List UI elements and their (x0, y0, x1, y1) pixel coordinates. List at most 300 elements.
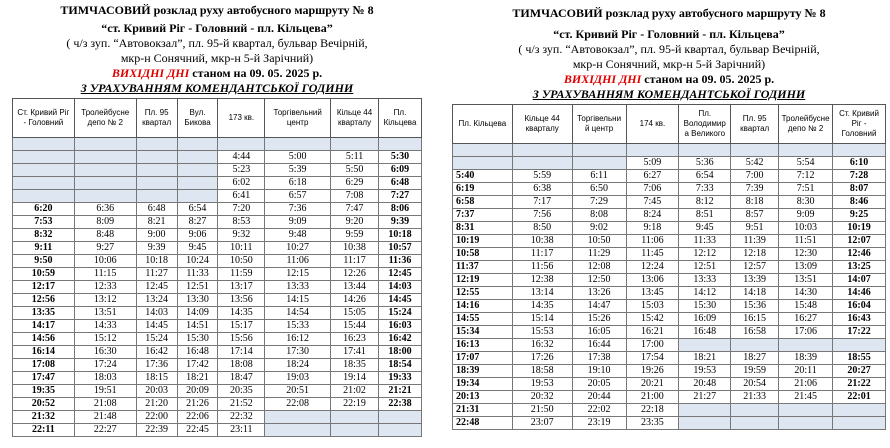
time-cell: 7:00 (731, 170, 779, 183)
time-cell: 21:06 (779, 378, 833, 391)
table-row (13, 398, 422, 411)
time-cell: 13:25 (833, 261, 886, 274)
schedule-left-panel (12, 0, 422, 437)
day-type-label: ВИХІДНІ ДНІ (111, 66, 190, 80)
column-header: Торгівельни й центр (572, 105, 626, 144)
time-cell: 10:18 (136, 255, 177, 268)
time-cell (833, 417, 886, 430)
time-cell (833, 339, 886, 352)
time-cell: 7:28 (833, 170, 886, 183)
time-cell: 8:09 (74, 216, 136, 229)
time-cell: 21:21 (378, 385, 421, 398)
table-row (13, 138, 422, 151)
time-cell (74, 177, 136, 190)
time-cell: 13:06 (626, 274, 679, 287)
time-cell: 18:58 (512, 365, 572, 378)
time-cell: 8:30 (779, 196, 833, 209)
time-cell: 8:08 (572, 209, 626, 222)
time-cell: 19:33 (378, 372, 421, 385)
day-date-line (452, 72, 886, 87)
time-cell: 19:14 (331, 372, 379, 385)
table-row (13, 359, 422, 372)
column-header: 173 кв. (218, 99, 265, 138)
time-cell: 14:26 (331, 294, 379, 307)
table-row (13, 268, 422, 281)
time-cell: 9:09 (265, 216, 331, 229)
time-cell: 19:53 (512, 378, 572, 391)
time-cell: 6:41 (218, 190, 265, 203)
time-cell (378, 424, 421, 437)
time-cell: 12:56 (13, 294, 75, 307)
table-row (13, 190, 422, 203)
time-cell: 9:59 (331, 229, 379, 242)
route-via-1: ( ч/з зуп. “Автовокзал”, пл. 95-й квартал, бульвар Вечірній, (66, 36, 368, 50)
time-cell (265, 424, 331, 437)
time-cell: 14:55 (453, 313, 513, 326)
time-cell: 16:48 (177, 346, 218, 359)
table-row (453, 196, 886, 209)
time-cell: 14:45 (378, 294, 421, 307)
time-cell: 22:02 (572, 404, 626, 417)
table-row (13, 255, 422, 268)
table-row (13, 164, 422, 177)
time-cell: 9:25 (833, 209, 886, 222)
time-cell: 14:33 (74, 320, 136, 333)
time-cell (13, 177, 75, 190)
time-cell: 17:22 (833, 326, 886, 339)
time-cell: 11:15 (74, 268, 136, 281)
time-cell: 11:59 (218, 268, 265, 281)
time-cell: 14:12 (679, 287, 731, 300)
time-cell (136, 164, 177, 177)
time-cell: 20:13 (453, 391, 513, 404)
time-cell (74, 190, 136, 203)
time-cell (136, 151, 177, 164)
time-cell: 7:36 (265, 203, 331, 216)
time-cell: 12:46 (833, 248, 886, 261)
time-cell (833, 144, 886, 157)
time-cell: 16:43 (833, 313, 886, 326)
time-cell: 20:35 (218, 385, 265, 398)
time-cell: 4:44 (218, 151, 265, 164)
time-cell (331, 411, 379, 424)
time-cell: 21:20 (136, 398, 177, 411)
time-cell: 22:18 (626, 404, 679, 417)
time-cell: 18:15 (136, 372, 177, 385)
table-row (13, 372, 422, 385)
column-header: Ст. Кривий Ріг - Головний (833, 105, 886, 144)
time-cell: 11:56 (512, 261, 572, 274)
time-cell: 12:51 (679, 261, 731, 274)
time-cell: 18:39 (779, 352, 833, 365)
route-via-2: мкр-н Сонячний, мкр-н 5-й Зарічний) (572, 57, 766, 71)
time-cell: 6:11 (572, 170, 626, 183)
time-cell: 10:11 (218, 242, 265, 255)
time-cell: 11:33 (679, 235, 731, 248)
table-row (13, 216, 422, 229)
time-cell: 23:19 (572, 417, 626, 430)
column-header: Пл. 95 квартал (731, 105, 779, 144)
time-cell: 5:42 (731, 157, 779, 170)
time-cell: 22:38 (378, 398, 421, 411)
table-row (453, 404, 886, 417)
route-via-2: мкр-н Сонячний, мкр-н 5-й Зарічний) (120, 51, 314, 65)
time-cell: 13:39 (731, 274, 779, 287)
time-cell: 17:06 (779, 326, 833, 339)
table-row (13, 320, 422, 333)
time-cell: 9:02 (572, 222, 626, 235)
time-cell (331, 424, 379, 437)
time-cell (265, 411, 331, 424)
time-cell: 9:09 (779, 209, 833, 222)
time-cell: 22:27 (74, 424, 136, 437)
date-label: станом на 09. 05. 2025 р. (641, 72, 775, 86)
column-header: Тролейбусне депо № 2 (779, 105, 833, 144)
time-cell: 13:30 (177, 294, 218, 307)
time-cell (512, 157, 572, 170)
time-cell: 14:09 (177, 307, 218, 320)
time-cell: 12:55 (453, 287, 513, 300)
time-cell (13, 164, 75, 177)
time-cell: 6:09 (378, 164, 421, 177)
table-row (453, 391, 886, 404)
time-cell (265, 138, 331, 151)
time-cell (13, 138, 75, 151)
time-cell: 18:24 (265, 359, 331, 372)
time-cell (136, 177, 177, 190)
time-cell: 18:47 (218, 372, 265, 385)
column-header: Торгівельний центр (265, 99, 331, 138)
time-cell: 19:03 (265, 372, 331, 385)
time-cell: 17:00 (626, 339, 679, 352)
table-row (13, 203, 422, 216)
column-header: Ст. Кривий Ріг - Головний (13, 99, 75, 138)
time-cell: 16:12 (265, 333, 331, 346)
time-cell: 18:27 (731, 352, 779, 365)
time-cell: 20:44 (572, 391, 626, 404)
time-cell: 12:45 (378, 268, 421, 281)
time-cell: 14:35 (512, 300, 572, 313)
time-cell: 16:30 (74, 346, 136, 359)
time-cell: 17:38 (572, 352, 626, 365)
time-cell (378, 138, 421, 151)
time-cell: 16:21 (626, 326, 679, 339)
time-cell: 6:48 (136, 203, 177, 216)
time-cell: 15:33 (265, 320, 331, 333)
table-row (13, 151, 422, 164)
time-cell: 7:12 (779, 170, 833, 183)
time-cell: 5:40 (453, 170, 513, 183)
time-cell: 9:27 (74, 242, 136, 255)
time-cell: 21:45 (779, 391, 833, 404)
table-row (453, 248, 886, 261)
time-cell (378, 411, 421, 424)
time-cell: 6:54 (177, 203, 218, 216)
time-cell: 20:52 (13, 398, 75, 411)
time-cell: 18:21 (679, 352, 731, 365)
time-cell (177, 164, 218, 177)
time-cell: 17:08 (13, 359, 75, 372)
time-cell: 12:15 (265, 268, 331, 281)
time-cell: 12:24 (626, 261, 679, 274)
column-header: Кільце 44 кварталу (331, 99, 379, 138)
time-cell: 22:39 (136, 424, 177, 437)
time-cell (626, 144, 679, 157)
time-cell (453, 144, 513, 157)
time-cell: 10:03 (779, 222, 833, 235)
time-cell: 7:06 (626, 183, 679, 196)
time-cell: 8:53 (218, 216, 265, 229)
column-header: Пл. 95 квартал (136, 99, 177, 138)
time-cell: 9:51 (731, 222, 779, 235)
time-cell: 15:24 (136, 333, 177, 346)
time-cell: 9:39 (136, 242, 177, 255)
time-cell: 6:27 (626, 170, 679, 183)
time-cell: 15:17 (218, 320, 265, 333)
time-cell: 20:48 (679, 378, 731, 391)
time-cell: 16:32 (512, 339, 572, 352)
time-cell: 9:20 (331, 216, 379, 229)
time-cell: 8:07 (833, 183, 886, 196)
time-cell: 15:12 (74, 333, 136, 346)
time-cell: 12:17 (13, 281, 75, 294)
time-cell: 6:48 (378, 177, 421, 190)
time-cell: 5:59 (512, 170, 572, 183)
time-cell: 12:38 (512, 274, 572, 287)
time-cell: 18:54 (378, 359, 421, 372)
time-cell: 16:15 (731, 313, 779, 326)
time-cell: 13:14 (512, 287, 572, 300)
time-cell: 14:07 (833, 274, 886, 287)
time-cell: 10:06 (74, 255, 136, 268)
time-cell: 5:09 (626, 157, 679, 170)
timetable (12, 98, 422, 437)
time-cell: 15:30 (177, 333, 218, 346)
table-row (453, 274, 886, 287)
time-cell: 11:27 (136, 268, 177, 281)
time-cell: 10:18 (378, 229, 421, 242)
time-cell: 9:45 (679, 222, 731, 235)
time-cell: 7:56 (512, 209, 572, 222)
table-row (13, 424, 422, 437)
table-row (453, 365, 886, 378)
time-cell: 8:12 (679, 196, 731, 209)
table-row (453, 378, 886, 391)
time-cell: 5:00 (265, 151, 331, 164)
table-row (453, 417, 886, 430)
time-cell: 12:12 (679, 248, 731, 261)
time-cell: 14:35 (218, 307, 265, 320)
time-cell: 7:29 (572, 196, 626, 209)
time-cell: 12:26 (331, 268, 379, 281)
time-cell (679, 417, 731, 430)
time-cell: 8:51 (679, 209, 731, 222)
time-cell: 19:26 (626, 365, 679, 378)
time-cell: 20:32 (512, 391, 572, 404)
time-cell: 20:11 (779, 365, 833, 378)
time-cell: 17:54 (626, 352, 679, 365)
time-cell: 17:14 (218, 346, 265, 359)
time-cell: 7:53 (13, 216, 75, 229)
time-cell: 21:22 (833, 378, 886, 391)
time-cell: 18:03 (74, 372, 136, 385)
time-cell: 6:54 (679, 170, 731, 183)
time-cell: 21:31 (453, 404, 513, 417)
table-row (453, 339, 886, 352)
time-cell: 15:24 (378, 307, 421, 320)
table-row (13, 411, 422, 424)
time-cell: 14:30 (779, 287, 833, 300)
time-cell: 16:27 (779, 313, 833, 326)
time-cell: 11:06 (626, 235, 679, 248)
date-label: станом на 09. 05. 2025 р. (189, 66, 323, 80)
time-cell: 8:27 (177, 216, 218, 229)
time-cell: 14:56 (13, 333, 75, 346)
time-cell: 9:45 (177, 242, 218, 255)
time-cell: 8:31 (453, 222, 513, 235)
time-cell: 22:45 (177, 424, 218, 437)
time-cell: 14:46 (833, 287, 886, 300)
time-cell: 19:53 (679, 365, 731, 378)
column-header: Пл. Кільцева (453, 105, 513, 144)
time-cell: 15:44 (331, 320, 379, 333)
time-cell: 13:33 (679, 274, 731, 287)
time-cell: 5:50 (331, 164, 379, 177)
time-cell: 22:11 (13, 424, 75, 437)
time-cell: 11:29 (572, 248, 626, 261)
time-cell: 7:27 (378, 190, 421, 203)
time-cell: 18:21 (177, 372, 218, 385)
time-cell (679, 404, 731, 417)
time-cell: 17:36 (136, 359, 177, 372)
time-cell: 21:52 (218, 398, 265, 411)
time-cell: 14:54 (265, 307, 331, 320)
time-cell: 12:08 (572, 261, 626, 274)
time-cell: 14:47 (572, 300, 626, 313)
table-row (13, 229, 422, 242)
table-row (453, 235, 886, 248)
time-cell: 15:56 (218, 333, 265, 346)
day-date-line (12, 66, 422, 81)
time-cell: 10:57 (378, 242, 421, 255)
time-cell (74, 164, 136, 177)
time-cell (74, 151, 136, 164)
time-cell: 12:45 (136, 281, 177, 294)
curfew-subtitle: З УРАХУВАННЯМ КОМЕНДАНТСЬКОЇ ГОДИНИ (80, 81, 354, 95)
time-cell: 8:06 (378, 203, 421, 216)
time-cell (779, 417, 833, 430)
time-cell: 12:57 (731, 261, 779, 274)
time-cell: 14:03 (378, 281, 421, 294)
table-row (453, 352, 886, 365)
time-cell (74, 138, 136, 151)
time-cell: 22:48 (453, 417, 513, 430)
time-cell: 14:45 (136, 320, 177, 333)
time-cell: 21:50 (512, 404, 572, 417)
curfew-subtitle: З УРАХУВАННЯМ КОМЕНДАНТСЬКОЇ ГОДИНИ (532, 87, 806, 101)
time-cell: 8:57 (731, 209, 779, 222)
table-row (13, 307, 422, 320)
time-cell: 7:47 (331, 203, 379, 216)
table-row (453, 183, 886, 196)
time-cell (13, 190, 75, 203)
time-cell (512, 144, 572, 157)
time-cell (731, 144, 779, 157)
time-cell: 7:20 (218, 203, 265, 216)
time-cell: 21:26 (177, 398, 218, 411)
time-cell: 23:07 (512, 417, 572, 430)
time-cell: 19:59 (731, 365, 779, 378)
time-cell: 19:34 (453, 378, 513, 391)
time-cell: 15:03 (626, 300, 679, 313)
time-cell: 12:33 (74, 281, 136, 294)
time-cell (136, 138, 177, 151)
time-cell: 17:30 (265, 346, 331, 359)
time-cell: 21:33 (731, 391, 779, 404)
time-cell: 22:32 (218, 411, 265, 424)
time-cell: 11:45 (626, 248, 679, 261)
time-cell: 11:51 (779, 235, 833, 248)
time-cell: 8:48 (74, 229, 136, 242)
time-cell: 6:29 (331, 177, 379, 190)
time-cell: 5:30 (378, 151, 421, 164)
time-cell: 10:50 (218, 255, 265, 268)
time-cell: 7:37 (453, 209, 513, 222)
time-cell: 14:17 (13, 320, 75, 333)
time-cell: 8:18 (731, 196, 779, 209)
time-cell: 22:06 (177, 411, 218, 424)
time-cell: 18:55 (833, 352, 886, 365)
time-cell: 18:08 (218, 359, 265, 372)
time-cell: 17:24 (74, 359, 136, 372)
time-cell (453, 157, 513, 170)
time-cell: 10:38 (512, 235, 572, 248)
time-cell: 19:51 (74, 385, 136, 398)
time-cell: 10:59 (13, 268, 75, 281)
time-cell: 13:51 (779, 274, 833, 287)
table-row (13, 333, 422, 346)
time-cell: 5:54 (779, 157, 833, 170)
time-cell: 5:23 (218, 164, 265, 177)
time-cell: 8:46 (833, 196, 886, 209)
time-cell (779, 404, 833, 417)
table-row (13, 346, 422, 359)
time-cell: 11:39 (731, 235, 779, 248)
time-cell: 8:32 (13, 229, 75, 242)
time-cell: 22:19 (331, 398, 379, 411)
time-cell: 11:17 (512, 248, 572, 261)
table-row (13, 294, 422, 307)
time-cell: 22:00 (136, 411, 177, 424)
time-cell: 6:38 (512, 183, 572, 196)
time-cell: 13:17 (218, 281, 265, 294)
time-cell: 16:03 (378, 320, 421, 333)
column-header: 174 кв. (626, 105, 679, 144)
table-row (453, 209, 886, 222)
column-header: Пл. Володимир а Великого (679, 105, 731, 144)
time-cell: 21:02 (331, 385, 379, 398)
time-cell: 12:50 (572, 274, 626, 287)
time-cell: 9:50 (13, 255, 75, 268)
time-cell (331, 138, 379, 151)
time-cell: 21:32 (13, 411, 75, 424)
time-cell: 18:35 (331, 359, 379, 372)
time-cell (679, 144, 731, 157)
time-cell (572, 144, 626, 157)
route-name: “ст. Кривий Ріг - Головний - пл. Кільцева” (553, 27, 785, 41)
time-cell: 13:09 (779, 261, 833, 274)
time-cell: 20:51 (265, 385, 331, 398)
